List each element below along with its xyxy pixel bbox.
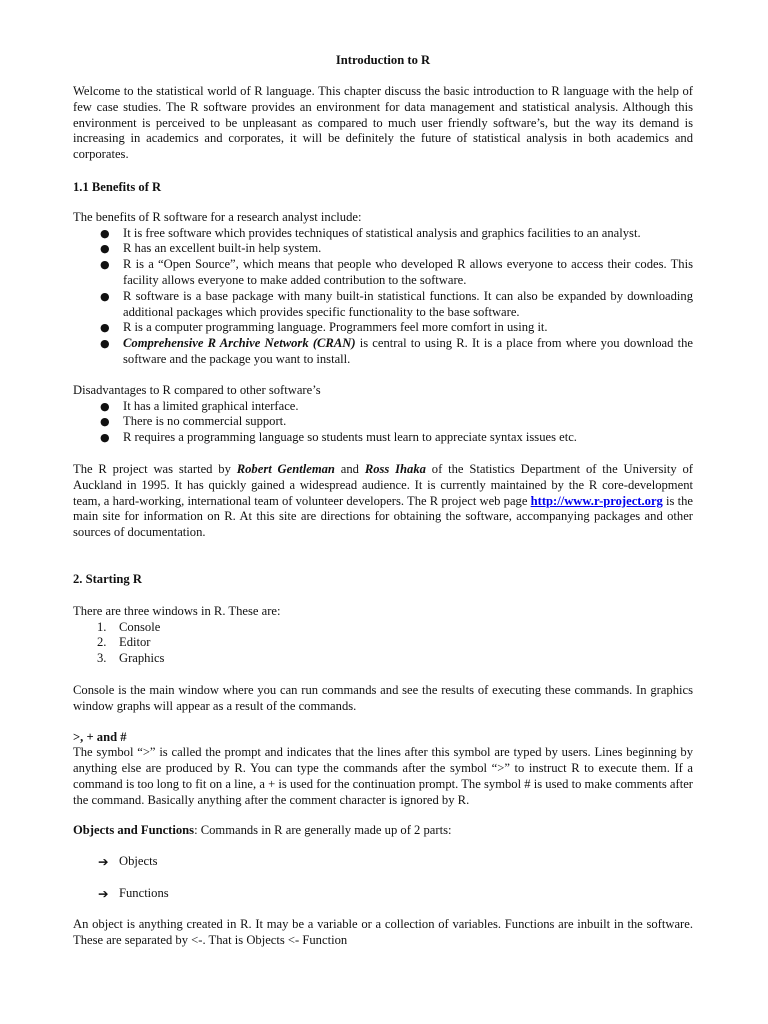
list-item: 1. Console bbox=[97, 619, 161, 634]
starting-heading: 2. Starting R bbox=[73, 572, 142, 586]
list-item: ● It is free software which provides techniques of statistical analysis and graphics facilities to an analyst. bbox=[100, 225, 641, 240]
bullet-icon: ● bbox=[100, 242, 110, 256]
intro-paragraph: Welcome to the statistical world of R language. This chapter discuss the basic introduction to R language with the help of few case studies. The R software provides an environment for data management and statistical analysis. Although this environment is perceived to be unpleasant as compared to much user friendly software’s, but the way its demand is increasing in academics and corporates, it will be definitely the future of statistical analysis in both academics and corporates. bbox=[73, 84, 693, 162]
list-item: ➔ Functions bbox=[98, 886, 169, 902]
arrow-right-icon: ➔ bbox=[98, 854, 109, 870]
list-item: ● R has an excellent built-in help system. bbox=[100, 241, 322, 256]
author-name: Ross Ihaka bbox=[364, 461, 426, 476]
r-project-link[interactable]: http://www.r-project.org bbox=[530, 493, 663, 508]
bullet-icon: ● bbox=[100, 415, 110, 429]
console-paragraph: Console is the main window where you can run commands and see the results of executing these commands. In graphics window graphs will appear as a result of the commands. bbox=[73, 682, 693, 713]
cran-term: Comprehensive R Archive Network (CRAN) bbox=[123, 336, 356, 351]
list-item: ● R is a computer programming language. Programmers feel more comfort in using it. bbox=[100, 320, 548, 335]
benefits-list bbox=[73, 226, 693, 368]
section-starting-r bbox=[73, 572, 693, 949]
list-item: ● It has a limited graphical interface. bbox=[100, 398, 299, 413]
bullet-icon: ● bbox=[100, 337, 110, 351]
objects-paragraph: Objects and Functions: Commands in R are generally made up of 2 parts: bbox=[73, 822, 452, 837]
windows-lead: There are three windows in R. These are: bbox=[73, 603, 281, 618]
page-title: Introduction to R bbox=[335, 53, 431, 67]
list-item: ● There is no commercial support. bbox=[100, 414, 287, 429]
symbols-paragraph: The symbol “>” is called the prompt and indicates that the lines after this symbol are typed by users. Lines beginning by anything else are produced by R. You can type the commands after the symbol “>” to instruct R to execute them. If a command is too long to fit on a line, a + is used for the continuation prompt. The symbol # is used to make comments after the command. Basically anything after the comment character is ignored by R. bbox=[73, 745, 693, 807]
history-paragraph: The R project was started by Robert Gentleman and Ross Ihaka of the Statistics Department of the University of Auckland in 1995. It has quickly gained a widespread audience. It is currently maintained by the R core-development team, a hard-working, international team of volunteer developers. The R project web page http://www.r-project.org is the main site for information on R. At this site are directions for obtaining the software, accompanying packages and other sources of documentation. bbox=[73, 461, 693, 540]
list-item: ● Comprehensive R Archive Network (CRAN) is central to using R. It is a place from where you download the software and the package you want to install. bbox=[100, 336, 693, 366]
benefits-lead: The benefits of R software for a research analyst include: bbox=[73, 209, 362, 224]
list-item: 3. Graphics bbox=[97, 651, 165, 666]
final-paragraph: An object is anything created in R. It may be a variable or a collection of variables. Functions are inbuilt in the software. These are separated by <-. That is Objects <- Function bbox=[73, 916, 693, 947]
list-item: ➔ Objects bbox=[98, 854, 158, 870]
benefits-heading: 1.1 Benefits of R bbox=[73, 179, 162, 194]
list-item: ● R is a “Open Source”, which means that people who developed R allows everyone to access their codes. This facility allows everyone to make added contribution to the software. bbox=[100, 257, 693, 287]
disadvantages-list bbox=[73, 399, 693, 446]
bullet-icon: ● bbox=[100, 226, 110, 240]
windows-list bbox=[73, 620, 693, 667]
bullet-icon: ● bbox=[100, 431, 110, 445]
list-item: 2. Editor bbox=[97, 635, 151, 650]
list-item: ● R software is a base package with many built-in statistical functions. It can also be expanded by downloading additional packages which provides specific functionality to the base software. bbox=[100, 288, 693, 319]
bullet-icon: ● bbox=[100, 289, 110, 303]
bullet-icon: ● bbox=[100, 258, 110, 272]
arrow-right-icon: ➔ bbox=[98, 886, 109, 902]
symbols-heading: >, + and # bbox=[73, 729, 127, 744]
disadvantages-lead: Disadvantages to R compared to other software’s bbox=[73, 382, 321, 397]
section-benefits bbox=[73, 84, 693, 541]
bullet-icon: ● bbox=[100, 321, 110, 335]
list-item: ● R requires a programming language so students must learn to appreciate syntax issues etc. bbox=[100, 430, 577, 445]
bullet-icon: ● bbox=[100, 399, 110, 413]
author-name: Robert Gentleman bbox=[236, 461, 335, 476]
objects-heading: Objects and Functions bbox=[73, 822, 195, 837]
